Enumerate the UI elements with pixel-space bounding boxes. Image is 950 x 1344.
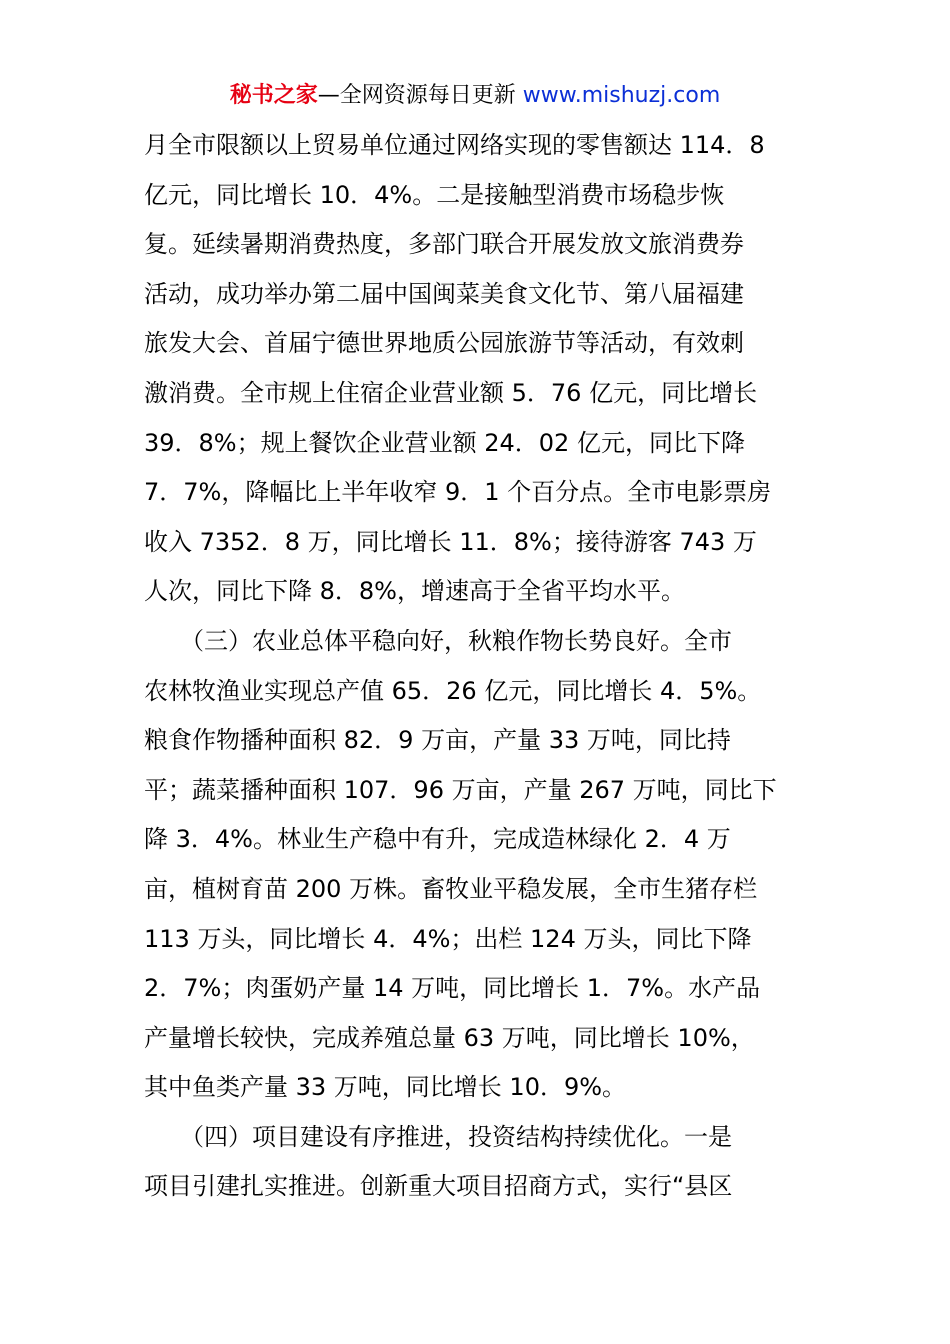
text-line: 2．7%；肉蛋奶产量 14 万吨，同比增长 1．7%。水产品 bbox=[144, 974, 761, 1003]
site-header bbox=[0, 80, 950, 112]
text-line: 活动，成功举办第二届中国闽菜美食文化节、第八届福建 bbox=[144, 279, 744, 308]
brand-name: 秘书之家 bbox=[229, 83, 318, 108]
text-line: 产量增长较快，完成养殖总量 63 万吨，同比增长 10%， bbox=[144, 1023, 755, 1052]
document-body bbox=[144, 121, 814, 1212]
text-line: 项目引建扎实推进。创新重大项目招商方式，实行“县区 bbox=[144, 1172, 733, 1201]
text-line: 113 万头，同比增长 4．4%；出栏 124 万头，同比下降 bbox=[144, 924, 752, 953]
text-line: 月全市限额以上贸易单位通过网络实现的零售额达 114．8 bbox=[144, 131, 765, 159]
text-line: 亿元，同比增长 10．4%。二是接触型消费市场稳步恢 bbox=[144, 180, 725, 209]
text-line: 降 3．4%。林业生产稳中有升，完成造林绿化 2．4 万 bbox=[144, 825, 731, 854]
text-line: 旅发大会、首届宁德世界地质公园旅游节等活动，有效刺 bbox=[144, 329, 744, 358]
text-line: 粮食作物播种面积 82．9 万亩，产量 33 万吨，同比持 bbox=[144, 726, 731, 755]
text-line: 7．7%，降幅比上半年收窄 9．1 个百分点。全市电影票房 bbox=[144, 478, 772, 507]
section-heading-line: （三）农业总体平稳向好，秋粮作物长势良好。全市 bbox=[144, 626, 732, 655]
text-line: 农林牧渔业实现总产值 65．26 亿元，同比增长 4．5%。 bbox=[144, 676, 762, 705]
text-line: 收入 7352．8 万，同比增长 11．8%；接待游客 743 万 bbox=[144, 527, 757, 556]
text-line: 复。延续暑期消费热度，多部门联合开展发放文旅消费券 bbox=[144, 230, 744, 259]
header-slogan: —全网资源每日更新 bbox=[317, 83, 523, 108]
site-url-link[interactable]: www.mishuzj.com bbox=[522, 83, 721, 108]
text-line: 激消费。全市规上住宿企业营业额 5．76 亿元，同比增长 bbox=[144, 378, 758, 407]
section-heading-line: （四）项目建设有序推进，投资结构持续优化。一是 bbox=[144, 1122, 732, 1151]
text-line: 平；蔬菜播种面积 107．96 万亩，产量 267 万吨，同比下 bbox=[144, 775, 777, 804]
text-line: 亩，植树育苗 200 万株。畜牧业平稳发展，全市生猪存栏 bbox=[144, 874, 758, 903]
text-line: 人次，同比下降 8．8%，增速高于全省平均水平。 bbox=[144, 577, 685, 606]
text-line: 39．8%；规上餐饮企业营业额 24．02 亿元，同比下降 bbox=[144, 428, 745, 457]
text-line: 其中鱼类产量 33 万吨，同比增长 10．9%。 bbox=[144, 1073, 627, 1102]
